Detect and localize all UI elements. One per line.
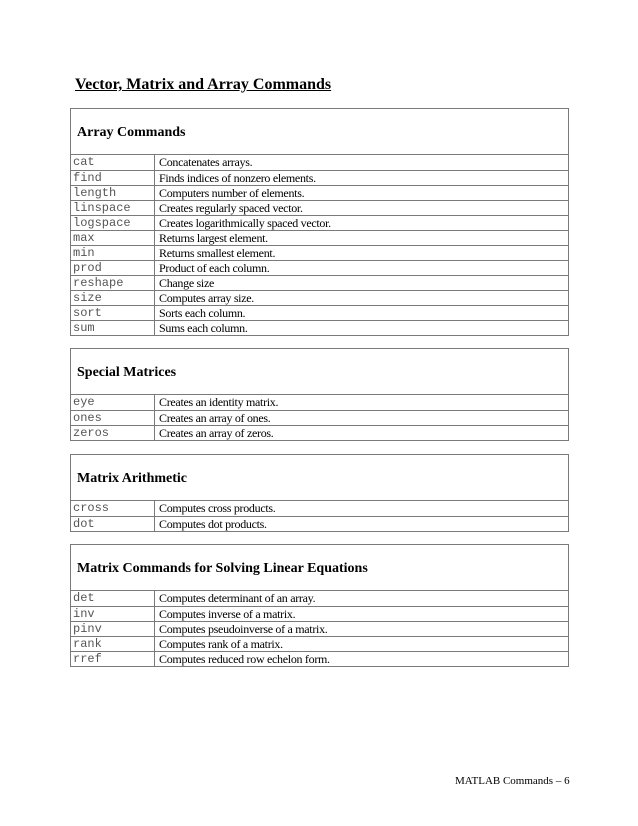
command-description: Creates an array of zeros. xyxy=(159,426,274,440)
table-row xyxy=(71,200,568,215)
table-row xyxy=(71,516,568,531)
command-name: cat xyxy=(71,155,155,170)
command-description: Computes rank of a matrix. xyxy=(159,637,283,651)
command-name: size xyxy=(71,291,155,305)
command-description: Change size xyxy=(159,276,215,290)
section-title: Matrix Arithmetic xyxy=(71,455,568,501)
table-row xyxy=(71,651,568,666)
command-name: reshape xyxy=(71,276,155,290)
page-footer: MATLAB Commands – 6 xyxy=(455,775,570,787)
command-table xyxy=(70,348,569,441)
command-description: Creates an array of ones. xyxy=(159,411,271,425)
table-row xyxy=(71,606,568,621)
command-description: Product of each column. xyxy=(159,261,270,275)
command-name: det xyxy=(71,591,155,606)
table-row xyxy=(71,290,568,305)
command-table xyxy=(70,454,569,532)
table-row xyxy=(71,275,568,290)
command-name: pinv xyxy=(71,622,155,636)
command-name: rank xyxy=(71,637,155,651)
table-row xyxy=(71,425,568,440)
command-description: Computers number of elements. xyxy=(159,186,305,200)
table-row xyxy=(71,170,568,185)
command-description: Creates an identity matrix. xyxy=(159,395,279,409)
command-description: Computes dot products. xyxy=(159,517,267,531)
table-row xyxy=(71,305,568,320)
command-name: length xyxy=(71,186,155,200)
command-name: linspace xyxy=(71,201,155,215)
command-table xyxy=(70,108,569,336)
section-title: Matrix Commands for Solving Linear Equations xyxy=(71,545,568,591)
table-row xyxy=(71,185,568,200)
section-title: Array Commands xyxy=(71,109,568,155)
table-row xyxy=(71,155,568,170)
command-name: find xyxy=(71,171,155,185)
command-name: zeros xyxy=(71,426,155,440)
command-name: cross xyxy=(71,501,155,516)
table-row xyxy=(71,215,568,230)
command-description: Creates regularly spaced vector. xyxy=(159,201,303,215)
command-name: ones xyxy=(71,411,155,425)
command-description: Computes array size. xyxy=(159,291,254,305)
table-row xyxy=(71,245,568,260)
command-description: Sums each column. xyxy=(159,321,248,335)
command-name: prod xyxy=(71,261,155,275)
table-row xyxy=(71,636,568,651)
table-row xyxy=(71,395,568,410)
command-name: dot xyxy=(71,517,155,531)
command-description: Creates logarithmically spaced vector. xyxy=(159,216,331,230)
command-description: Computes pseudoinverse of a matrix. xyxy=(159,622,328,636)
table-row xyxy=(71,410,568,425)
command-description: Concatenates arrays. xyxy=(159,155,253,169)
command-description: Sorts each column. xyxy=(159,306,246,320)
table-row xyxy=(71,320,568,335)
command-description: Computes cross products. xyxy=(159,501,276,515)
command-name: inv xyxy=(71,607,155,621)
command-table xyxy=(70,544,569,667)
table-row xyxy=(71,230,568,245)
table-row xyxy=(71,591,568,606)
command-description: Returns smallest element. xyxy=(159,246,276,260)
command-name: eye xyxy=(71,395,155,410)
command-name: max xyxy=(71,231,155,245)
table-row xyxy=(71,260,568,275)
command-name: rref xyxy=(71,652,155,666)
command-description: Computes determinant of an array. xyxy=(159,591,316,605)
command-name: sum xyxy=(71,321,155,335)
table-row xyxy=(71,621,568,636)
command-description: Finds indices of nonzero elements. xyxy=(159,171,316,185)
page-title: Vector, Matrix and Array Commands xyxy=(75,76,332,93)
command-name: min xyxy=(71,246,155,260)
command-description: Returns largest element. xyxy=(159,231,268,245)
table-row xyxy=(71,501,568,516)
command-description: Computes inverse of a matrix. xyxy=(159,607,296,621)
command-description: Computes reduced row echelon form. xyxy=(159,652,330,666)
section-title: Special Matrices xyxy=(71,349,568,395)
command-name: logspace xyxy=(71,216,155,230)
command-name: sort xyxy=(71,306,155,320)
